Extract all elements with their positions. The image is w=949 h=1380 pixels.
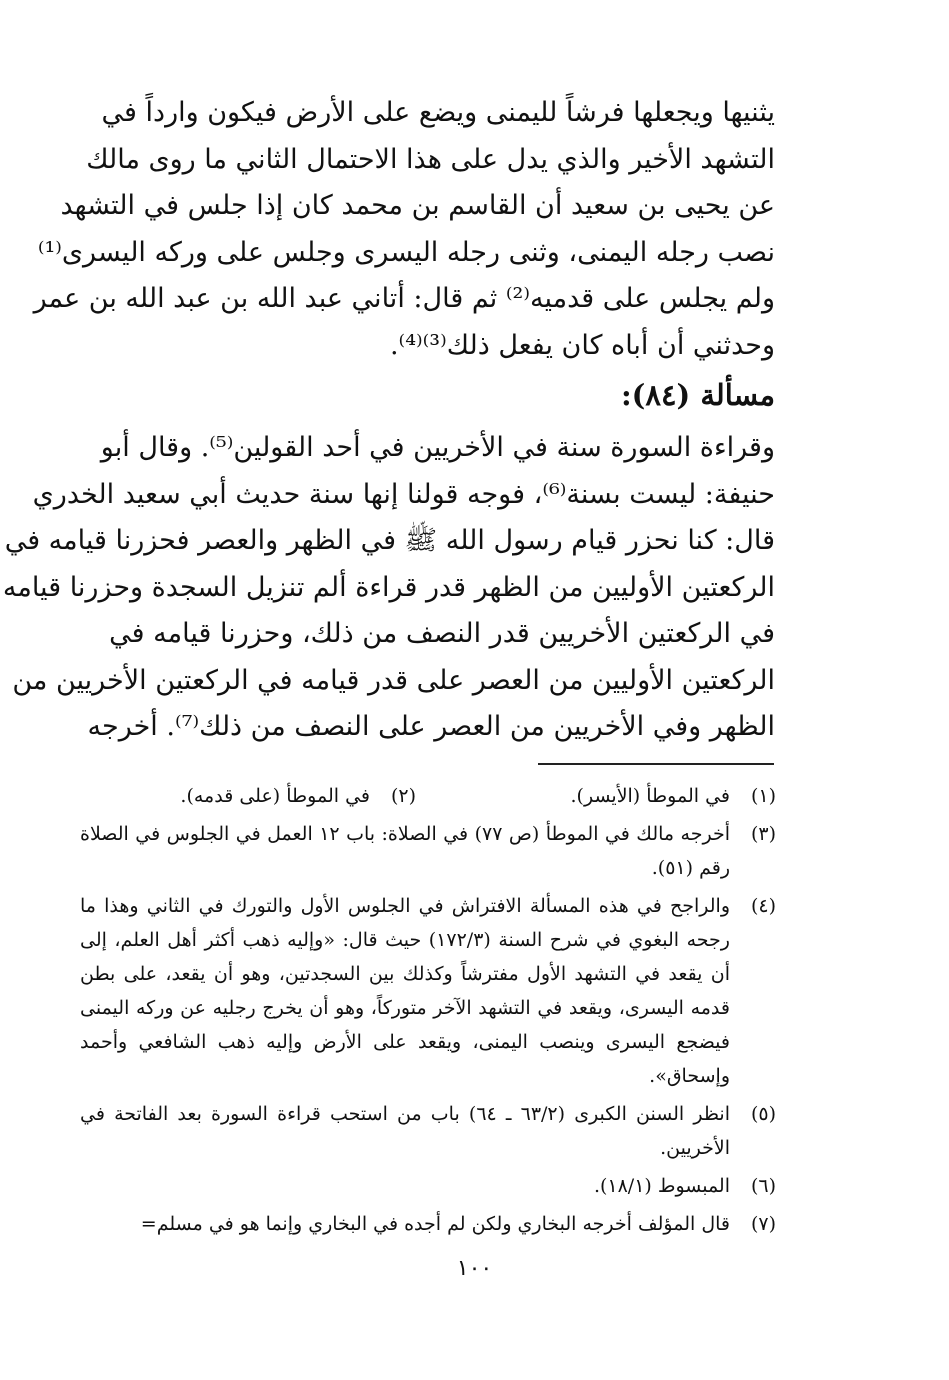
footnote-4 <box>80 889 776 1093</box>
footnote-number: (١) <box>750 785 776 807</box>
footnote-text: المبسوط (١٨/١). <box>593 1175 730 1197</box>
footnote-row-1-2 <box>80 779 776 813</box>
footnote-number: (٥) <box>750 1103 776 1125</box>
footnote-separator <box>538 763 774 765</box>
footnote-text: في الموطأ (على قدمه). <box>180 785 370 807</box>
text-line: نصب رجله اليمنى، وثنى رجله اليسرى وجلس على وركه اليسرى⁽¹⁾ <box>37 236 775 268</box>
footnote-1 <box>571 779 776 813</box>
footnote-number: (٣) <box>750 823 776 845</box>
footnote-number: (٦) <box>750 1175 776 1197</box>
body-paragraph-1 <box>33 90 775 369</box>
footnote-number: (٤) <box>750 895 776 917</box>
text-line: التشهد الأخير والذي يدل على هذا الاحتمال الثاني ما روى مالك <box>86 143 775 175</box>
text-line: وقراءة السورة سنة في الأخريين في أحد القولين⁽⁵⁾. وقال أبو <box>100 432 775 463</box>
footnote-number: (٢) <box>390 785 416 807</box>
body-paragraph-2 <box>2 425 775 751</box>
footnote-text: قال المؤلف أخرجه البخاري ولكن لم أجده في البخاري وإنما هو في مسلم= <box>140 1213 730 1235</box>
page-number: ١٠٠ <box>456 1256 493 1281</box>
text-line: وحدثني أن أباه كان يفعل ذلك⁽³⁾⁽⁴⁾. <box>389 329 775 361</box>
footnote-text: أخرجه مالك في الموطأ (ص ٧٧) في الصلاة: باب ١٢ العمل في الجلوس في الصلاة رقم (٥١). <box>80 823 730 879</box>
text-line: قال: كنا نحزر قيام رسول الله ﷺ في الظهر والعصر فحزرنا قيامه في <box>4 525 775 556</box>
text-line: عن يحيى بن سعيد أن القاسم بن محمد كان إذا جلس في التشهد <box>60 190 775 221</box>
footnote-number: (٧) <box>750 1213 776 1235</box>
section-heading: مسألة (٨٤): <box>620 378 775 412</box>
footnote-2 <box>180 779 416 813</box>
text-line: في الركعتين الأخريين قدر النصف من ذلك، وحزرنا قيامه في <box>109 618 775 649</box>
footnote-text: في الموطأ (الأيسر). <box>570 785 730 807</box>
footnote-5 <box>80 1097 776 1165</box>
text-line: حنيفة: ليست بسنة⁽⁶⁾، فوجه قولنا إنها سنة حديث أبي سعيد الخدري <box>32 478 775 510</box>
footnote-text: والراجح في هذه المسألة الافتراش في الجلوس الأول والتورك في الثاني وهذا ما رجحه البغوي في شرح السنة (١٧٢/٣) حيث قال: «وإليه ذهب أكثر أهل العلم، إلى أن يقعد في التشهد الأول مفترشاً وكذلك بين السجدتين، وهو أن يقعد، على بطن قدمه اليسرى، ويقعد في التشهد الآخر متوركاً، وهو أن يخرج رجليه عن وركه اليمنى فيضجع اليسرى وينصب اليمنى، ويقعد على الأرض وإليه ذهب الشافعي وأحمد وإسحاق». <box>80 895 730 1087</box>
footnote-text: انظر السنن الكبرى (٦٣/٢ ـ ٦٤) باب من استحب قراءة السورة بعد الفاتحة في الأخريين. <box>80 1103 730 1159</box>
text-line: الركعتين الأوليين من الظهر قدر قراءة ألم تنزيل السجدة وحزرنا قيامه <box>2 571 775 603</box>
text-line: الركعتين الأوليين من العصر على قدر قيامه في الركعتين الأخريين من <box>12 664 775 696</box>
text-line: ولم يجلس على قدميه⁽²⁾ ثم قال: أتاني عبد الله بن عبد الله بن عمر <box>33 283 775 314</box>
text-line: الظهر وفي الأخريين من العصر على النصف من ذلك⁽⁷⁾. أخرجه <box>87 711 775 742</box>
footnotes <box>80 779 776 1245</box>
footnote-3 <box>80 817 776 885</box>
footnote-6 <box>80 1169 776 1203</box>
text-line: يثنيها ويجعلها فرشاً لليمنى ويضع على الأرض فيكون وارداً في <box>101 97 775 128</box>
footnote-7 <box>80 1207 776 1241</box>
